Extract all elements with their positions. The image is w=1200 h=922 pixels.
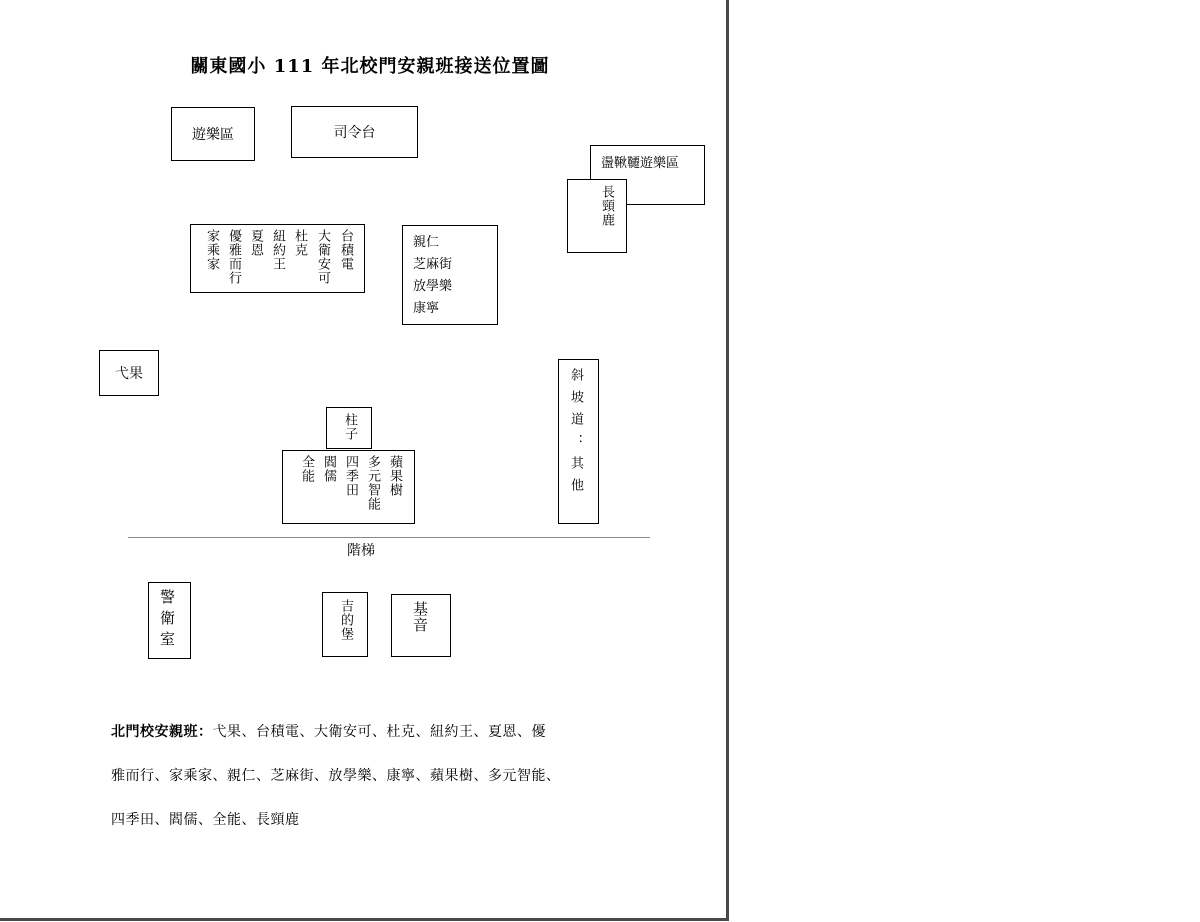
stage-area (291, 106, 418, 158)
ramp-area (558, 359, 599, 524)
jiyin-label: 基音 (411, 601, 429, 633)
group-a-col-3: 杜克 (292, 229, 307, 257)
yiguo-label: 弋果 (115, 366, 143, 382)
pillar-label: 柱子 (342, 413, 357, 441)
stairs-line (128, 537, 650, 538)
group-a-col-6: 優雅而行 (226, 229, 241, 285)
footer-list (111, 710, 631, 842)
group-a-col-7: 家乘家 (204, 229, 219, 271)
guard-room-label: 警衛室 (158, 589, 176, 652)
jidebao-label: 吉的堡 (338, 599, 353, 641)
stage-label: 司令台 (333, 125, 376, 141)
guard-room-box (148, 582, 191, 659)
footer-lead: 北門校安親班： (111, 724, 213, 740)
group-b-line-2: 芝麻街 (413, 257, 453, 272)
playground-area (171, 107, 255, 161)
group-a-col-5: 夏恩 (248, 229, 263, 257)
giraffe-box (567, 179, 627, 253)
footer-line-1: 弋果、台積電、大衛安可、杜克、紐約王、夏恩、優 (212, 724, 546, 740)
page-title: 關東國小 111 年北校門安親班接送位置圖 (190, 56, 550, 77)
group-c-box (282, 450, 415, 524)
jidebao-box (322, 592, 368, 657)
group-c-col-5: 全能 (299, 455, 314, 483)
stairs-label: 階梯 (347, 543, 375, 559)
footer-line-2: 雅而行、家乘家、親仁、芝麻街、放學樂、康寧、蘋果樹、多元智能、 (111, 768, 561, 784)
group-b-line-3: 放學樂 (413, 279, 453, 294)
group-b-line-4: 康寧 (413, 301, 440, 316)
playground-label: 遊樂區 (192, 127, 234, 143)
group-a-col-4: 紐約王 (270, 229, 285, 271)
group-b-box (402, 225, 498, 325)
lulu-playground-label: 盪鞦韆遊樂區 (601, 156, 680, 171)
yiguo-area (99, 350, 159, 396)
footer-line-3: 四季田、閻儒、全能、長頸鹿 (111, 812, 300, 828)
group-a-box (190, 224, 365, 293)
group-c-col-3: 四季田 (343, 455, 358, 497)
group-c-col-2: 多元智能 (365, 455, 380, 511)
giraffe-label: 長頸鹿 (599, 185, 614, 227)
group-a-col-2: 大衛安可 (315, 229, 330, 285)
pillar-box (326, 407, 372, 449)
group-c-col-1: 蘋果樹 (387, 455, 402, 497)
group-c-col-4: 閻儒 (321, 455, 336, 483)
group-b-line-1: 親仁 (413, 235, 440, 250)
ramp-label: 斜坡道：其他 (568, 368, 583, 500)
group-a-col-1: 台積電 (338, 229, 353, 271)
jiyin-box (391, 594, 451, 657)
